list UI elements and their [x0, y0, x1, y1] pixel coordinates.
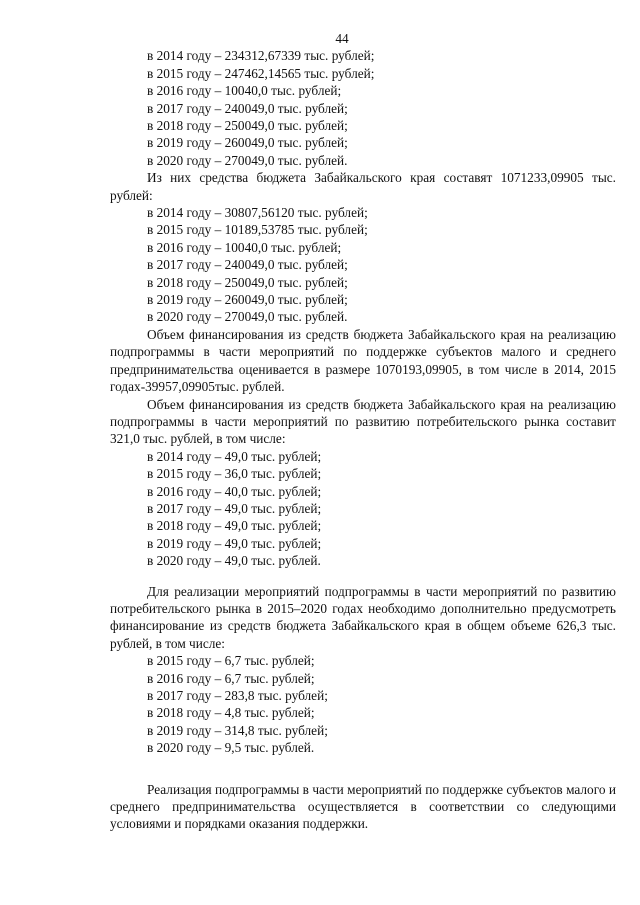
list-item: в 2015 году – 36,0 тыс. рублей;	[147, 466, 322, 482]
list-item: в 2016 году – 6,7 тыс. рублей;	[147, 670, 315, 686]
small-business-paragraph: Объем финансирования из средств бюджета Забайкальского края на реализацию подпрограммы в части мероприятий по поддержке субъектов малого и среднего предпринимательства оценивается в размере 1070193,09905, в том числе в 2014, 2015 годах-39957,09905тыс. рублей.	[110, 326, 616, 395]
list-item: в 2016 году – 10040,0 тыс. рублей;	[147, 83, 342, 99]
list-item: в 2019 году – 260049,0 тыс. рублей;	[147, 292, 348, 308]
list-item: в 2015 году – 247462,14565 тыс. рублей;	[147, 65, 375, 81]
list-item: в 2019 году – 260049,0 тыс. рублей;	[147, 135, 348, 151]
list-item: в 2014 году – 234312,67339 тыс. рублей;	[147, 48, 375, 64]
list-item: в 2017 году – 283,8 тыс. рублей;	[147, 688, 328, 704]
additional-funding-list	[110, 652, 616, 756]
list-item: в 2018 году – 250049,0 тыс. рублей;	[147, 118, 348, 134]
list-item: в 2017 году – 240049,0 тыс. рублей;	[147, 257, 348, 273]
list-item: в 2020 году – 49,0 тыс. рублей.	[147, 553, 321, 569]
list-item: в 2018 году – 250049,0 тыс. рублей;	[147, 274, 348, 290]
list-item: в 2015 году – 10189,53785 тыс. рублей;	[147, 222, 368, 238]
list-item: в 2020 году – 9,5 тыс. рублей.	[147, 740, 315, 756]
budget-funding-list	[110, 204, 616, 326]
additional-funding-paragraph: Для реализации мероприятий подпрограммы в части мероприятий по развитию потребительского рынка в 2015–2020 годах необходимо дополнительно предусмотреть финансирование из средств бюджета Забайкальского края в общем объеме 626,3 тыс. рублей, в том числе:	[110, 583, 616, 651]
consumer-funding-list	[110, 448, 616, 570]
list-item: в 2019 году – 49,0 тыс. рублей;	[147, 535, 322, 551]
list-item: в 2014 году – 49,0 тыс. рублей;	[147, 448, 322, 464]
list-item: в 2016 году – 40,0 тыс. рублей;	[147, 483, 322, 499]
budget-paragraph: Из них средства бюджета Забайкальского края составят 1071233,09905 тыс. рублей:	[110, 170, 616, 203]
list-item: в 2016 году – 10040,0 тыс. рублей;	[147, 239, 342, 255]
list-item: в 2020 году – 270049,0 тыс. рублей.	[147, 152, 348, 168]
spacer	[110, 757, 616, 781]
page-number: 44	[335, 31, 349, 46]
list-item: в 2014 году – 30807,56120 тыс. рублей;	[147, 205, 368, 221]
conditions-paragraph: Реализация подпрограммы в части мероприятий по поддержке субъектов малого и среднего предпринимательства осуществляется в соответствии со следующими условиями и порядками оказания поддержки.	[110, 781, 616, 832]
list-item: в 2017 году – 49,0 тыс. рублей;	[147, 500, 322, 516]
total-funding-list	[110, 47, 616, 169]
list-item: в 2018 году – 4,8 тыс. рублей;	[147, 705, 315, 721]
list-item: в 2017 году – 240049,0 тыс. рублей;	[147, 100, 348, 116]
spacer	[110, 570, 616, 583]
list-item: в 2018 году – 49,0 тыс. рублей;	[147, 518, 322, 534]
list-item: в 2020 году – 270049,0 тыс. рублей.	[147, 309, 348, 325]
list-item: в 2015 году – 6,7 тыс. рублей;	[147, 653, 315, 669]
list-item: в 2019 году – 314,8 тыс. рублей;	[147, 722, 328, 738]
consumer-market-paragraph: Объем финансирования из средств бюджета Забайкальского края на реализацию подпрограммы в части мероприятий по развитию потребительского рынка составит 321,0 тыс. рублей, в том числе:	[110, 396, 616, 447]
